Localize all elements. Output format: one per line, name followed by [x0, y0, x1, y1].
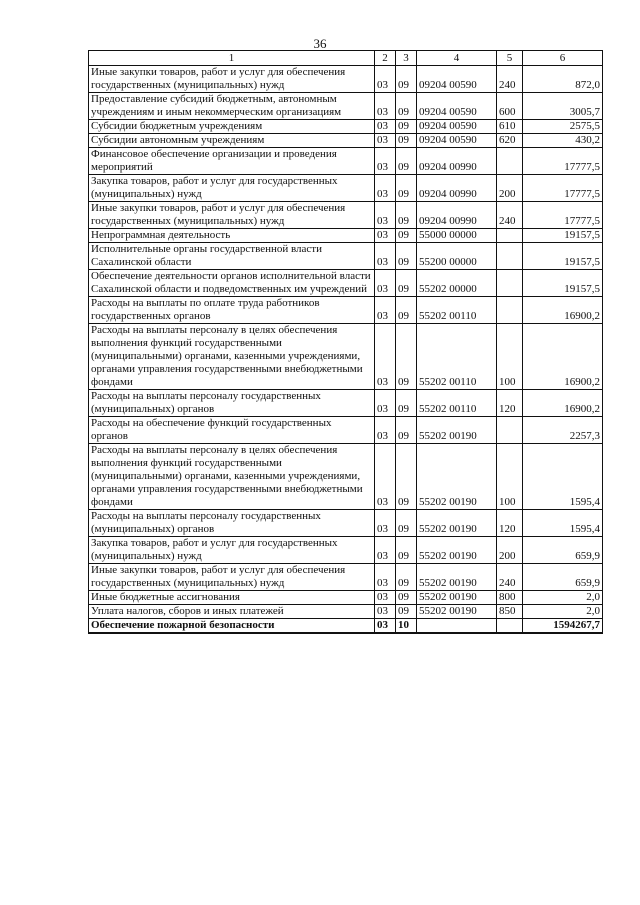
subsection-code-cell: 09 [396, 297, 417, 324]
subsection-code-cell: 09 [396, 510, 417, 537]
expense-type-cell: 240 [497, 564, 523, 591]
amount-cell: 1595,4 [523, 510, 603, 537]
section-code-cell: 03 [375, 66, 396, 93]
target-article-cell: 55202 00190 [417, 510, 497, 537]
row-name-cell: Иные закупки товаров, работ и услуг для обеспечения государственных (муниципальных) нужд [89, 564, 375, 591]
expense-type-cell: 100 [497, 324, 523, 390]
amount-cell: 659,9 [523, 537, 603, 564]
target-article-cell: 55202 00110 [417, 390, 497, 417]
row-name-cell: Расходы на выплаты персоналу государственных (муниципальных) органов [89, 390, 375, 417]
section-code-cell: 03 [375, 444, 396, 510]
subsection-code-cell: 09 [396, 444, 417, 510]
expense-type-cell: 600 [497, 93, 523, 120]
amount-cell: 19157,5 [523, 243, 603, 270]
expense-type-cell: 200 [497, 537, 523, 564]
row-name-cell: Расходы на выплаты персоналу в целях обеспечения выполнения функций государственными (муниципальными) органами, казенными учреждениями, органами управления государственными внебюджетными фондами [89, 324, 375, 390]
table-row [89, 66, 603, 93]
target-article-cell: 55202 00190 [417, 564, 497, 591]
expense-type-cell: 120 [497, 510, 523, 537]
amount-cell: 16900,2 [523, 297, 603, 324]
amount-cell: 19157,5 [523, 229, 603, 243]
row-name-cell: Предоставление субсидий бюджетным, автономным учреждениям и иным некоммерческим организациям [89, 93, 375, 120]
row-name-cell: Иные закупки товаров, работ и услуг для обеспечения государственных (муниципальных) нужд [89, 202, 375, 229]
row-name-cell: Непрограммная деятельность [89, 229, 375, 243]
expense-type-cell: 240 [497, 66, 523, 93]
row-name-cell: Субсидии бюджетным учреждениям [89, 120, 375, 134]
section-code-cell: 03 [375, 605, 396, 619]
row-name-cell: Иные закупки товаров, работ и услуг для обеспечения государственных (муниципальных) нужд [89, 66, 375, 93]
column-header: 6 [523, 51, 603, 66]
table-row [89, 390, 603, 417]
target-article-cell: 55202 00000 [417, 270, 497, 297]
column-header: 2 [375, 51, 396, 66]
target-article-cell: 09204 00590 [417, 66, 497, 93]
amount-cell: 16900,2 [523, 324, 603, 390]
section-code-cell: 03 [375, 148, 396, 175]
expense-type-cell: 240 [497, 202, 523, 229]
amount-cell: 2257,3 [523, 417, 603, 444]
section-code-cell: 03 [375, 390, 396, 417]
subsection-code-cell: 09 [396, 324, 417, 390]
section-code-cell: 03 [375, 510, 396, 537]
row-name-cell: Субсидии автономным учреждениям [89, 134, 375, 148]
amount-cell: 872,0 [523, 66, 603, 93]
target-article-cell: 55200 00000 [417, 243, 497, 270]
amount-cell: 16900,2 [523, 390, 603, 417]
target-article-cell: 09204 00590 [417, 134, 497, 148]
table-row [89, 444, 603, 510]
table-row [89, 270, 603, 297]
expense-type-cell: 120 [497, 390, 523, 417]
column-header: 4 [417, 51, 497, 66]
expense-type-cell: 620 [497, 134, 523, 148]
subsection-code-cell: 09 [396, 229, 417, 243]
section-code-cell: 03 [375, 417, 396, 444]
section-code-cell: 03 [375, 229, 396, 243]
row-name-cell: Расходы на обеспечение функций государственных органов [89, 417, 375, 444]
table-row [89, 148, 603, 175]
subsection-code-cell: 09 [396, 175, 417, 202]
section-code-cell: 03 [375, 324, 396, 390]
target-article-cell: 09204 00590 [417, 93, 497, 120]
expense-type-cell: 200 [497, 175, 523, 202]
amount-cell: 1594267,7 [523, 619, 603, 634]
target-article-cell: 55202 00190 [417, 605, 497, 619]
target-article-cell: 09204 00990 [417, 175, 497, 202]
subsection-code-cell: 09 [396, 66, 417, 93]
table-row [89, 564, 603, 591]
target-article-cell: 09204 00590 [417, 120, 497, 134]
row-name-cell: Исполнительные органы государственной власти Сахалинской области [89, 243, 375, 270]
row-name-cell: Иные бюджетные ассигнования [89, 591, 375, 605]
section-code-cell: 03 [375, 564, 396, 591]
table-row [89, 297, 603, 324]
column-header: 1 [89, 51, 375, 66]
expense-type-cell: 800 [497, 591, 523, 605]
table-row [89, 202, 603, 229]
expense-type-cell [497, 148, 523, 175]
target-article-cell: 09204 00990 [417, 148, 497, 175]
target-article-cell [417, 619, 497, 634]
row-name-cell: Расходы на выплаты персоналу государственных (муниципальных) органов [89, 510, 375, 537]
target-article-cell: 55202 00110 [417, 324, 497, 390]
section-code-cell: 03 [375, 619, 396, 634]
subsection-code-cell: 10 [396, 619, 417, 634]
subsection-code-cell: 09 [396, 537, 417, 564]
table-row-total [89, 619, 603, 634]
amount-cell: 430,2 [523, 134, 603, 148]
target-article-cell: 55202 00190 [417, 591, 497, 605]
expense-type-cell [497, 297, 523, 324]
target-article-cell: 55202 00190 [417, 537, 497, 564]
table-row [89, 243, 603, 270]
amount-cell: 17777,5 [523, 148, 603, 175]
subsection-code-cell: 09 [396, 270, 417, 297]
table-row [89, 175, 603, 202]
section-code-cell: 03 [375, 134, 396, 148]
target-article-cell: 09204 00990 [417, 202, 497, 229]
expense-type-cell [497, 270, 523, 297]
subsection-code-cell: 09 [396, 93, 417, 120]
row-name-cell: Обеспечение пожарной безопасности [89, 619, 375, 634]
table-row [89, 537, 603, 564]
section-code-cell: 03 [375, 175, 396, 202]
expense-type-cell [497, 619, 523, 634]
row-name-cell: Закупка товаров, работ и услуг для государственных (муниципальных) нужд [89, 175, 375, 202]
table-row [89, 510, 603, 537]
row-name-cell: Финансовое обеспечение организации и проведения мероприятий [89, 148, 375, 175]
section-code-cell: 03 [375, 202, 396, 229]
table-row [89, 93, 603, 120]
column-header: 5 [497, 51, 523, 66]
subsection-code-cell: 09 [396, 605, 417, 619]
section-code-cell: 03 [375, 93, 396, 120]
section-code-cell: 03 [375, 270, 396, 297]
table-row [89, 591, 603, 605]
table-row [89, 605, 603, 619]
subsection-code-cell: 09 [396, 243, 417, 270]
amount-cell: 17777,5 [523, 202, 603, 229]
section-code-cell: 03 [375, 243, 396, 270]
subsection-code-cell: 09 [396, 202, 417, 229]
target-article-cell: 55202 00110 [417, 297, 497, 324]
table-header-row [89, 51, 603, 66]
subsection-code-cell: 09 [396, 591, 417, 605]
budget-table [88, 50, 603, 634]
expense-type-cell [497, 417, 523, 444]
subsection-code-cell: 09 [396, 564, 417, 591]
page-number: 36 [313, 36, 327, 51]
amount-cell: 17777,5 [523, 175, 603, 202]
table-row [89, 120, 603, 134]
target-article-cell: 55202 00190 [417, 444, 497, 510]
amount-cell: 2575,5 [523, 120, 603, 134]
column-header: 3 [396, 51, 417, 66]
row-name-cell: Обеспечение деятельности органов исполнительной власти Сахалинской области и подведомственных им учреждений [89, 270, 375, 297]
section-code-cell: 03 [375, 591, 396, 605]
amount-cell: 2,0 [523, 591, 603, 605]
section-code-cell: 03 [375, 297, 396, 324]
expense-type-cell [497, 243, 523, 270]
amount-cell: 2,0 [523, 605, 603, 619]
target-article-cell: 55000 00000 [417, 229, 497, 243]
table-row [89, 229, 603, 243]
amount-cell: 3005,7 [523, 93, 603, 120]
subsection-code-cell: 09 [396, 417, 417, 444]
amount-cell: 659,9 [523, 564, 603, 591]
subsection-code-cell: 09 [396, 390, 417, 417]
expense-type-cell [497, 229, 523, 243]
row-name-cell: Уплата налогов, сборов и иных платежей [89, 605, 375, 619]
expense-type-cell: 100 [497, 444, 523, 510]
row-name-cell: Расходы на выплаты персоналу в целях обеспечения выполнения функций государственными (муниципальными) органами, казенными учреждениями, органами управления государственными внебюджетными фондами [89, 444, 375, 510]
subsection-code-cell: 09 [396, 134, 417, 148]
subsection-code-cell: 09 [396, 148, 417, 175]
table-row [89, 134, 603, 148]
subsection-code-cell: 09 [396, 120, 417, 134]
row-name-cell: Расходы на выплаты по оплате труда работников государственных органов [89, 297, 375, 324]
target-article-cell: 55202 00190 [417, 417, 497, 444]
table-row [89, 417, 603, 444]
expense-type-cell: 610 [497, 120, 523, 134]
expense-type-cell: 850 [497, 605, 523, 619]
amount-cell: 19157,5 [523, 270, 603, 297]
amount-cell: 1595,4 [523, 444, 603, 510]
section-code-cell: 03 [375, 120, 396, 134]
row-name-cell: Закупка товаров, работ и услуг для государственных (муниципальных) нужд [89, 537, 375, 564]
section-code-cell: 03 [375, 537, 396, 564]
table-row [89, 324, 603, 390]
